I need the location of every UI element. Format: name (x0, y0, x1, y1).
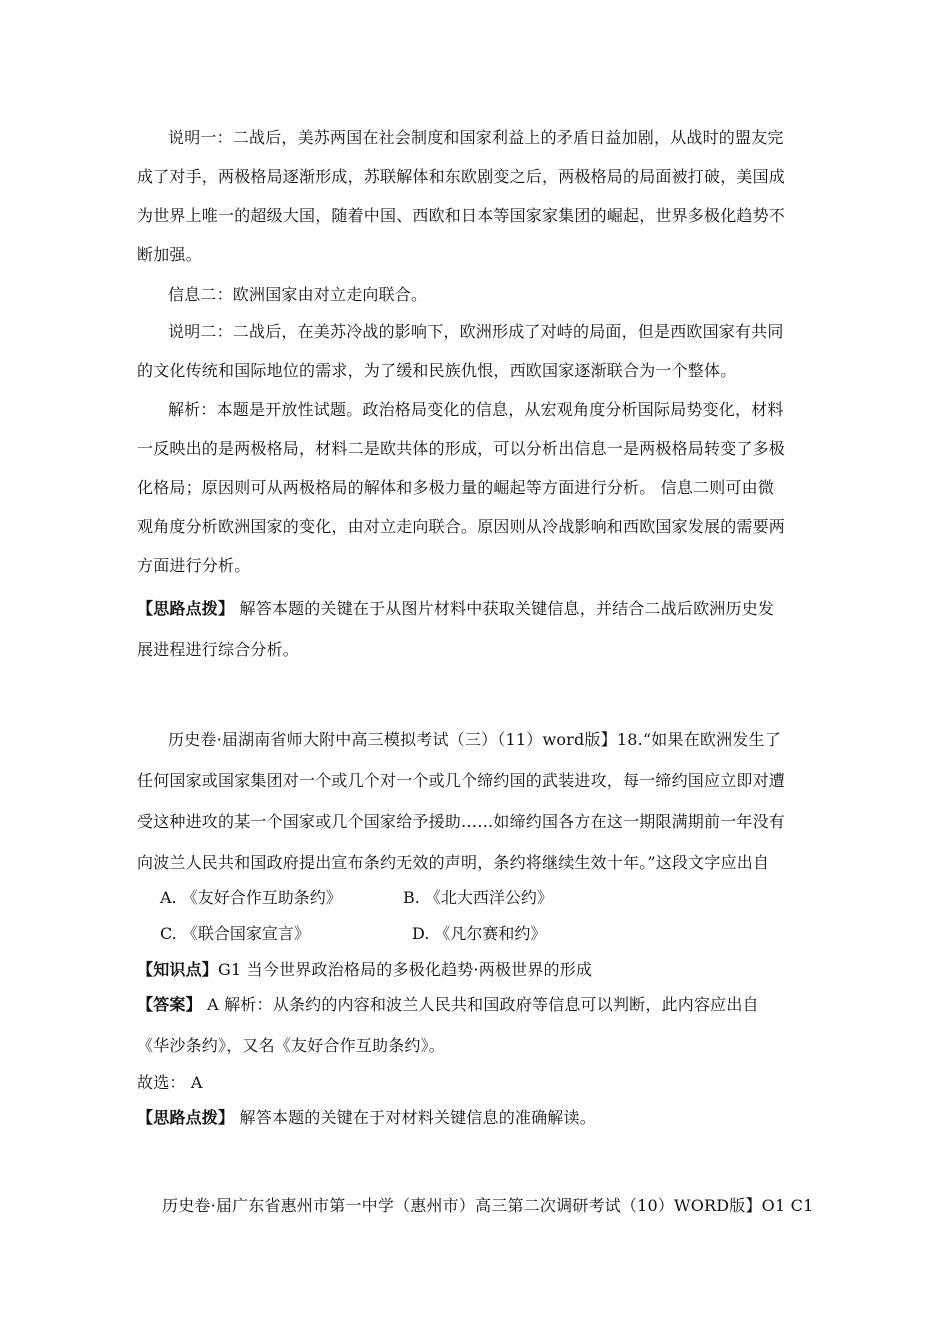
option-a: A. 《友好合作互助条约》 (160, 888, 342, 907)
option-b: B. 《北大西洋公约》 (403, 888, 553, 907)
tip-line-1 (137, 599, 774, 619)
option-c: C. 《联合国家宣言》 (160, 924, 310, 943)
tip-line-q18 (137, 1108, 596, 1128)
knowledge-text: G1 当今世界政治格局的多极化趋势·两极世界的形成 (218, 960, 593, 979)
tip-text: 解答本题的关键在于从图片材料中获取关键信息，并结合二战后欧洲历史发 (234, 599, 775, 618)
analysis-line-4: 观角度分析欧洲国家的变化，由对立走向联合。原因则从冷战影响和西欧国家发展的需要两 (137, 517, 786, 536)
explanation-two-line-2: 的文化传统和国际地位的需求，为了缓和民族仇恨，西欧国家逐渐联合为一个整体。 (137, 361, 737, 380)
explanation-one-line-4: 断加强。 (137, 245, 202, 264)
explanation-two-line-1: 说明二：二战后，在美苏冷战的影响下，欧洲形成了对峙的局面，但是西欧国家有共同 (168, 322, 784, 341)
knowledge-label: 【知识点】 (137, 960, 219, 979)
answer-label: 【答案】 (137, 995, 202, 1014)
question-18-line-4: 向波兰人民共和国政府提出宣布条约无效的声明，条约将继续生效十年。”这段文字应出自 (137, 853, 770, 872)
next-question-header: 历史卷·届广东省惠州市第一中学（惠州市）高三第二次调研考试（10）WORD版】O1 C1 (162, 1196, 814, 1215)
explanation-one-line-3: 为世界上唯一的超级大国，随着中国、西欧和日本等国家家集团的崛起，世界多极化趋势不 (137, 206, 786, 225)
tip-label-q18: 【思路点拨】 (137, 1108, 235, 1127)
info-two-line: 信息二：欧洲国家由对立走向联合。 (168, 285, 428, 304)
knowledge-point-line (137, 960, 592, 980)
question-18-line-3: 受这种进攻的某一个国家或几个国家给予援助……如缔约国各方在这一期限满期前一年没有 (137, 812, 786, 831)
answer-text: A 解析：从条约的内容和波兰人民共和国政府等信息可以判断，此内容应出自 (201, 995, 759, 1014)
answer-continuation: 《华沙条约》，又名《友好合作互助条约》。 (137, 1036, 446, 1055)
option-d: D. 《凡尔赛和约》 (412, 924, 547, 943)
tip-text-q18: 解答本题的关键在于对材料关键信息的准确解读。 (234, 1108, 596, 1127)
explanation-one-line-1: 说明一：二战后，美苏两国在社会制度和国家利益上的矛盾日益加剧，从战时的盟友完 (168, 128, 784, 147)
analysis-line-3: 化格局；原因则可从两极格局的解体和多极力量的崛起等方面进行分析。 信息二则可由微 (137, 478, 775, 497)
tip-label: 【思路点拨】 (137, 599, 235, 618)
question-18-line-2: 任何国家或国家集团对一个或几个对一个或几个缔约国的武装进攻，每一缔约国应立即对遭 (137, 771, 786, 790)
analysis-line-1: 解析：本题是开放性试题。政治格局变化的信息，从宏观角度分析国际局势变化，材料 (168, 400, 784, 419)
question-18-line-1: 历史卷·届湖南省师大附中高三模拟考试（三）（11）word版】18.“如果在欧洲发生了 (168, 730, 781, 749)
tip-line-2: 展进程进行综合分析。 (137, 640, 300, 659)
choice-line: 故选： A (137, 1073, 203, 1092)
analysis-line-2: 一反映出的是两极格局，材料二是欧共体的形成，可以分析出信息一是两极格局转变了多极 (137, 439, 786, 458)
explanation-one-line-2: 成了对手，两极格局逐渐形成，苏联解体和东欧剧变之后，两极格局的局面被打破，美国成 (137, 167, 786, 186)
analysis-line-5: 方面进行分析。 (137, 556, 251, 575)
answer-line (137, 995, 759, 1015)
